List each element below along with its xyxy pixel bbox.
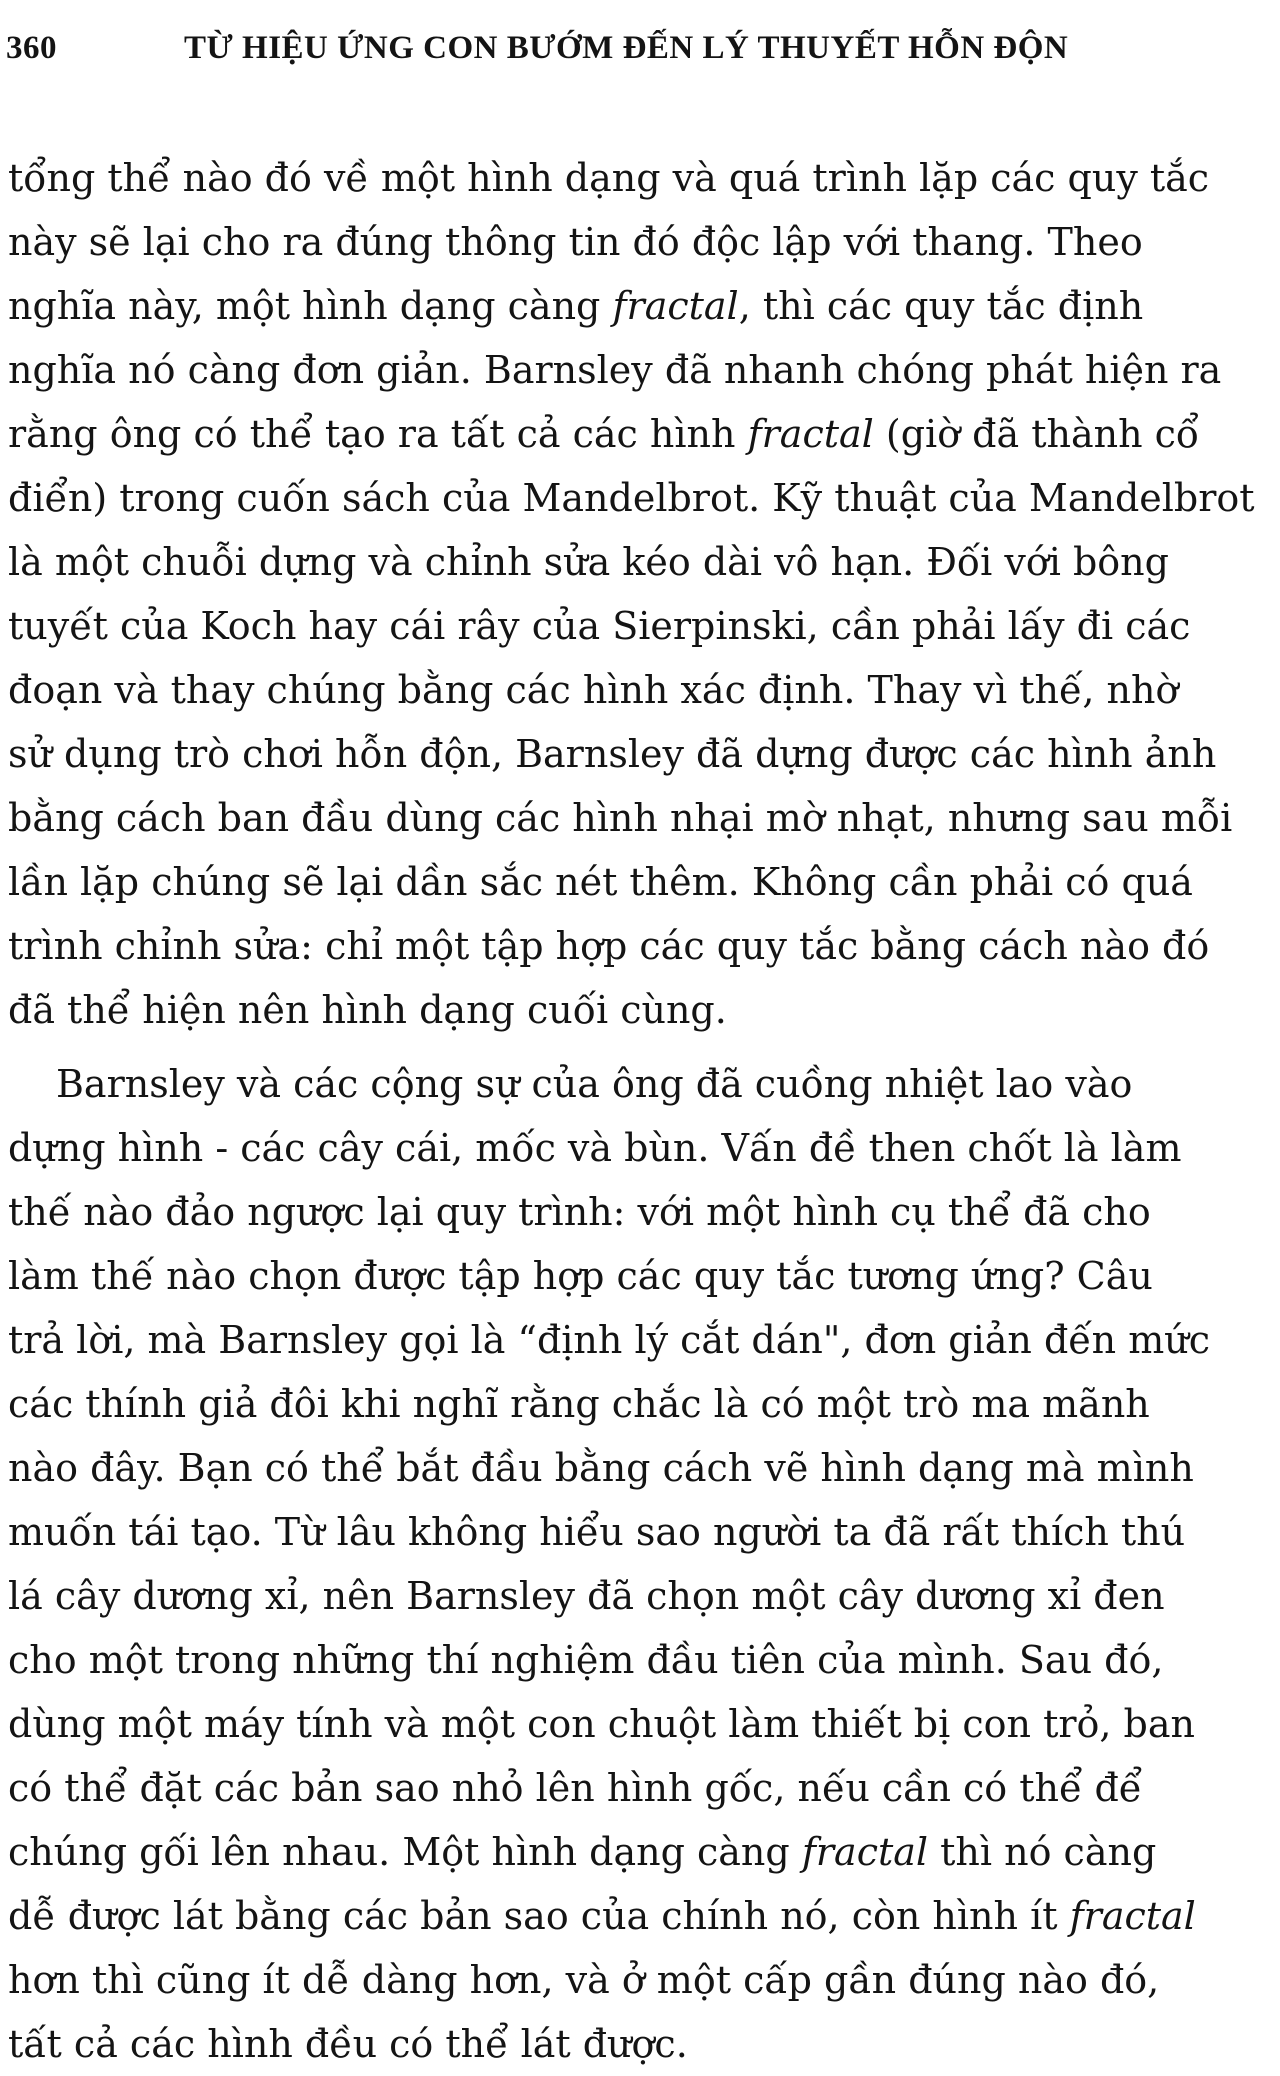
page-number: 360: [6, 30, 57, 66]
text-line: đoạn và thay chúng bằng các hình xác định. Thay vì thế, nhờ: [8, 668, 1179, 712]
text-segment: rằng ông có thể tạo ra tất cả các hình: [8, 412, 748, 456]
text-line: lần lặp chúng sẽ lại dần sắc nét thêm. Không cần phải có quá: [8, 860, 1193, 904]
text-line: dựng hình - các cây cái, mốc và bùn. Vấn đề then chốt là làm: [8, 1126, 1182, 1170]
paragraph: [8, 1052, 1270, 2076]
running-head-title: TỪ HIỆU ỨNG CON BƯỚM ĐẾN LÝ THUYẾT HỖN ĐỘN: [184, 30, 1069, 66]
text-line: nào đây. Bạn có thể bắt đầu bằng cách vẽ hình dạng mà mình: [8, 1446, 1194, 1490]
paragraph-gap: [8, 1042, 1270, 1052]
text-segment: , thì các quy tắc định: [738, 284, 1144, 328]
text-line: bằng cách ban đầu dùng các hình nhại mờ nhạt, nhưng sau mỗi: [8, 796, 1233, 840]
text-segment: (giờ đã thành cổ: [873, 412, 1200, 456]
text-line: này sẽ lại cho ra đúng thông tin đó độc lập với thang. Theo: [8, 220, 1143, 264]
italic-term: fractal: [612, 284, 739, 328]
italic-term: fractal: [801, 1830, 929, 1874]
italic-term: fractal: [747, 412, 874, 456]
text-segment: nghĩa này, một hình dạng càng: [8, 284, 613, 328]
text-line: tất cả các hình đều có thể lát được.: [8, 2022, 688, 2066]
text-line: đã thể hiện nên hình dạng cuối cùng.: [8, 988, 727, 1032]
text-line: tuyết của Koch hay cái rây của Sierpinski, cần phải lấy đi các: [8, 604, 1191, 648]
text-segment: thì nó càng: [928, 1830, 1157, 1874]
running-head: [6, 26, 1274, 70]
text-segment: chúng gối lên nhau. Một hình dạng càng: [8, 1830, 802, 1874]
body-text: [8, 146, 1270, 2076]
text-line: có thể đặt các bản sao nhỏ lên hình gốc, nếu cần có thể để: [8, 1766, 1143, 1810]
text-line: trả lời, mà Barnsley gọi là “định lý cắt dán", đơn giản đến mức: [8, 1318, 1211, 1362]
text-line: làm thế nào chọn được tập hợp các quy tắc tương ứng? Câu: [8, 1254, 1153, 1298]
text-line: [8, 1820, 1270, 1884]
italic-term: fractal: [1069, 1894, 1196, 1938]
text-line: trình chỉnh sửa: chỉ một tập hợp các quy tắc bằng cách nào đó: [8, 924, 1210, 968]
text-line: [8, 402, 1270, 466]
text-line: [8, 274, 1270, 338]
paragraph: [8, 146, 1270, 1042]
text-line: muốn tái tạo. Từ lâu không hiểu sao người ta đã rất thích thú: [8, 1510, 1186, 1554]
text-line: nghĩa nó càng đơn giản. Barnsley đã nhanh chóng phát hiện ra: [8, 348, 1222, 392]
text-line: Barnsley và các cộng sự của ông đã cuồng nhiệt lao vào: [56, 1062, 1133, 1106]
text-line: các thính giả đôi khi nghĩ rằng chắc là có một trò ma mãnh: [8, 1382, 1150, 1426]
text-line: điển) trong cuốn sách của Mandelbrot. Kỹ thuật của Mandelbrot: [8, 476, 1255, 520]
text-line: tổng thể nào đó về một hình dạng và quá trình lặp các quy tắc: [8, 156, 1210, 200]
text-segment: dễ được lát bằng các bản sao của chính nó, còn hình ít: [8, 1894, 1070, 1938]
text-line: [8, 1884, 1270, 1948]
text-line: sử dụng trò chơi hỗn độn, Barnsley đã dựng được các hình ảnh: [8, 732, 1217, 776]
text-line: lá cây dương xỉ, nên Barnsley đã chọn một cây dương xỉ đen: [8, 1574, 1165, 1618]
text-line: dùng một máy tính và một con chuột làm thiết bị con trỏ, ban: [8, 1702, 1195, 1746]
text-line: cho một trong những thí nghiệm đầu tiên của mình. Sau đó,: [8, 1638, 1164, 1682]
text-line: là một chuỗi dựng và chỉnh sửa kéo dài vô hạn. Đối với bông: [8, 540, 1169, 584]
text-line: hơn thì cũng ít dễ dàng hơn, và ở một cấp gần đúng nào đó,: [8, 1958, 1160, 2002]
text-line: thế nào đảo ngược lại quy trình: với một hình cụ thể đã cho: [8, 1190, 1151, 1234]
